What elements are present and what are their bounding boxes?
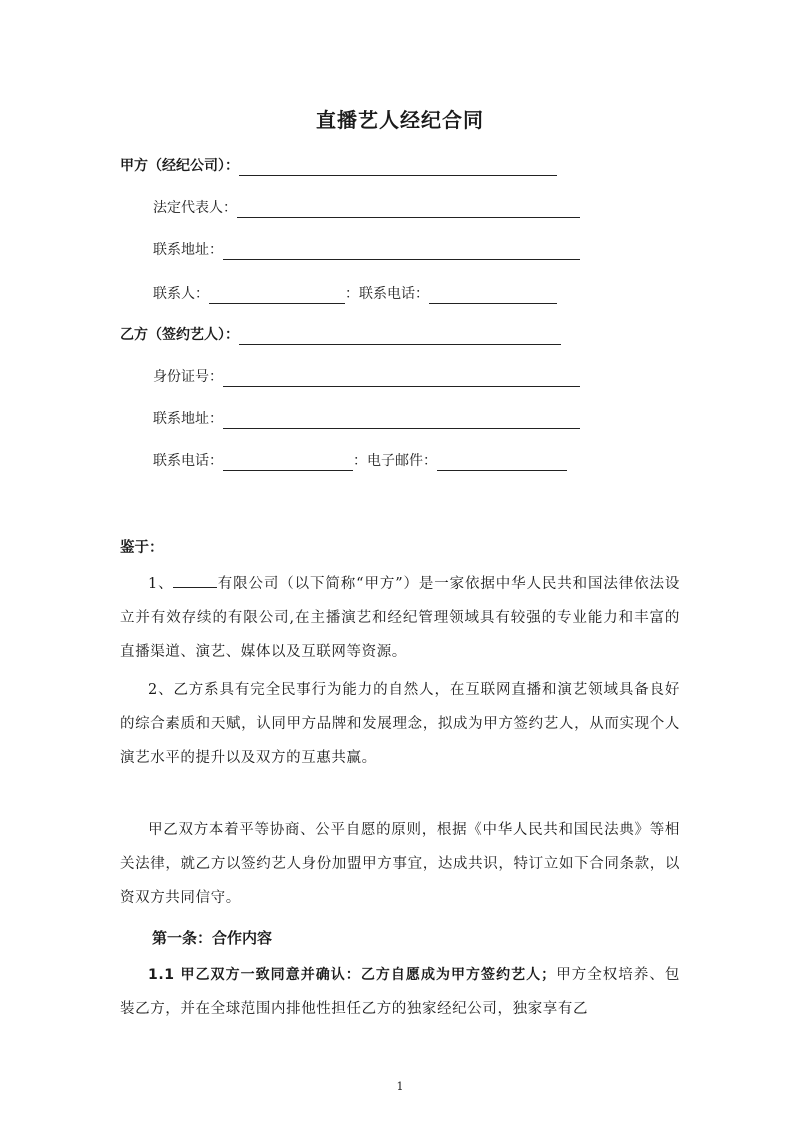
party-b-row [120,325,561,345]
party-b-address-blank[interactable] [223,411,580,429]
party-b-address-row [153,409,580,429]
party-b-phone-label: 联系电话： [153,453,223,469]
party-b-heading: 乙方（签约艺人）： [120,327,239,343]
whereas-heading: 鉴于： [120,540,164,556]
article-1-1-bold: 1.1 甲乙双方一致同意并确认：乙方自愿成为甲方签约艺人； [148,967,556,983]
party-a-address-row [153,240,580,260]
contact-person-blank[interactable] [209,286,345,304]
id-number-blank[interactable] [223,369,580,387]
party-a-address-label: 联系地址： [153,242,223,258]
party-a-phone-label: ：联系电话： [345,286,429,302]
party-a-phone-blank[interactable] [429,286,557,304]
id-number-row [153,367,580,387]
party-b-address-label: 联系地址： [153,411,223,427]
party-a-address-blank[interactable] [223,242,580,260]
party-a-row [120,156,557,176]
company-name-blank[interactable] [173,570,217,588]
article-1-1 [120,958,680,1026]
document-title: 直播艺人经纪合同 [316,108,484,132]
party-a-heading: 甲方（经纪公司）： [120,158,239,174]
party-b-name-blank[interactable] [239,327,561,345]
id-number-label: 身份证号： [153,369,223,385]
party-a-name-blank[interactable] [239,158,557,176]
legal-rep-blank[interactable] [237,200,580,218]
email-blank[interactable] [437,453,567,471]
email-label: ：电子邮件： [353,453,437,469]
article-1-1-text: 甲方全权培养、包装乙方，并在全球范围内排他性担任乙方的独家经纪公司，独家享有乙 [120,967,680,1017]
party-b-phone-blank[interactable] [223,453,353,471]
contact-person-label: 联系人： [153,286,209,302]
whereas-clause-2 [120,673,680,775]
party-b-contact-row [153,451,567,471]
legal-rep-row [153,198,580,218]
clause-1-number: 1、 [148,576,174,592]
page-number: 1 [396,1080,404,1093]
article-1-heading: 第一条：合作内容 [152,929,273,947]
party-a-contact-row [153,284,557,304]
preamble-text: 甲乙双方本着平等协商、公平自愿的原则，根据《中华人民共和国民法典》等相关法律，就乙方以签约艺人身份加盟甲方事宜，达成共识，特订立如下合同条款，以资双方共同信守。 [120,822,680,906]
clause-1-text: 有限公司（以下简称“甲方”）是一家依据中华人民共和国法律依法设立并有效存续的有限公司,在主播演艺和经纪管理领域具有较强的专业能力和丰富的直播渠道、演艺、媒体以及互联网等资源。 [120,576,680,660]
preamble-paragraph [120,813,680,915]
legal-rep-label: 法定代表人： [153,200,237,216]
clause-2-text: 2、乙方系具有完全民事行为能力的自然人，在互联网直播和演艺领域具备良好的综合素质和天赋，认同甲方品牌和发展理念，拟成为甲方签约艺人，从而实现个人演艺水平的提升以及双方的互惠共赢。 [120,682,680,766]
whereas-clause-1 [120,567,680,669]
